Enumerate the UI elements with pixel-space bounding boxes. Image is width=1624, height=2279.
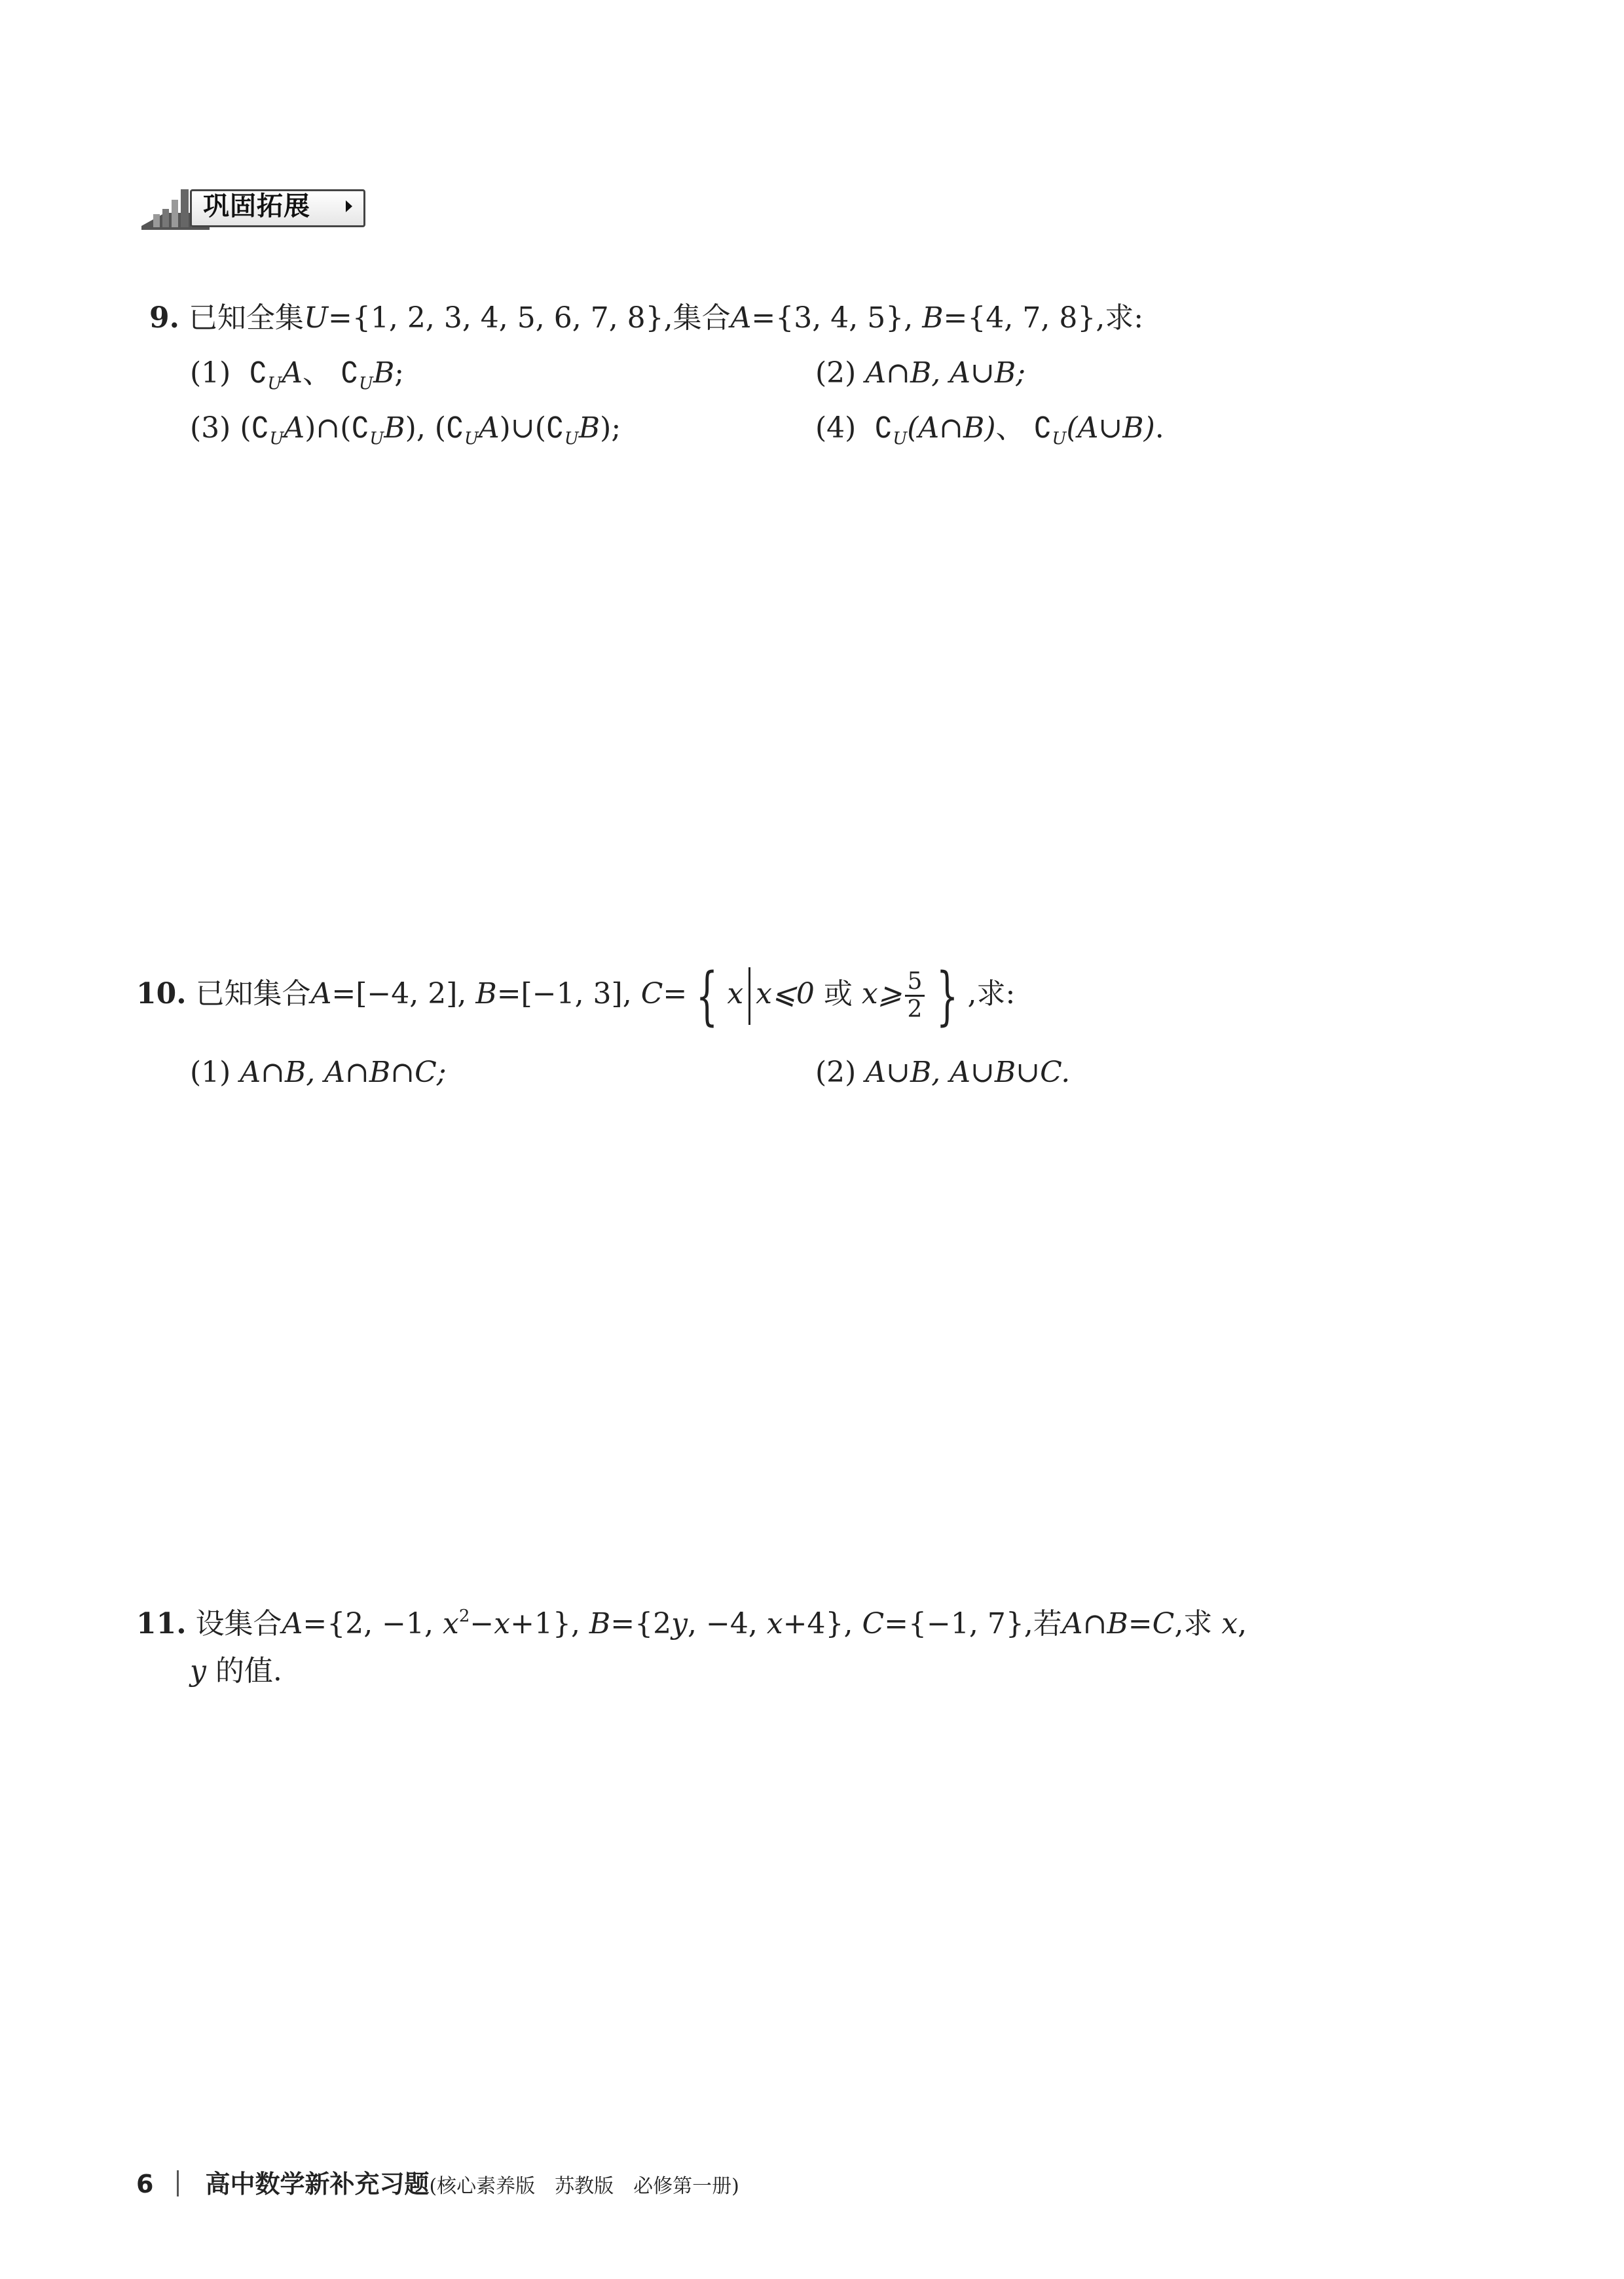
- problem-9-stem: 9. 已知全集U={1, 2, 3, 4, 5, 6, 7, 8},集合A={3, 4, 5}, B={4, 7, 8},求:: [149, 301, 1144, 335]
- page-number: 6: [136, 2170, 154, 2198]
- book-title: 高中数学新补充习题: [205, 2170, 430, 2198]
- section-title: 巩固拓展: [203, 191, 310, 221]
- problem-number: 11.: [136, 1607, 187, 1640]
- set-builder-bar: [748, 967, 750, 1025]
- problem-11-stem-cont: y 的值.: [190, 1654, 282, 1688]
- triangle-right-icon: [346, 200, 352, 212]
- problem-9-part-4: (4) $∁_U(A\cap B)$、 $∁_U(A\cup B)$.: [815, 411, 1164, 449]
- problem-10-stem: 10. 已知集合A=[−4, 2], B=[−1, 3], C= { x x⩽0 或 x⩾ $\frac{5}{2}$ } ,求:: [136, 959, 1016, 1033]
- problem-number: 10.: [136, 977, 187, 1010]
- problem-9-part-3: (3) $(∁_UA)\cap(∁_UB)$, $(∁_UA)\cup(∁_UB)$;: [190, 411, 621, 449]
- right-brace: }: [936, 959, 959, 1033]
- problem-9-part-2: (2) A∩B, A∪B;: [815, 356, 1026, 390]
- problem-11-stem: 11. 设集合A={2, −1, $x^2-x+1$}, B={2y, −4, x+4}, C={−1, 7},若A∩B=C,求 x,: [136, 1606, 1247, 1640]
- problem-9-part-1: (1) $∁_UA$、 $∁_UB$;: [190, 356, 405, 394]
- book-subtitle: (核心素养版 苏教版 必修第一册): [429, 2175, 739, 2198]
- problem-10-part-2: (2) A∪B, A∪B∪C.: [815, 1056, 1071, 1089]
- section-banner: [139, 180, 365, 232]
- left-brace: {: [695, 959, 718, 1033]
- problem-number: 9.: [149, 301, 179, 335]
- problem-10-part-1: (1) A∩B, A∩B∩C;: [190, 1056, 447, 1089]
- page-footer: [136, 2164, 739, 2206]
- footer-divider: [177, 2170, 179, 2196]
- fraction: $\frac{5}{2}$: [905, 969, 925, 1023]
